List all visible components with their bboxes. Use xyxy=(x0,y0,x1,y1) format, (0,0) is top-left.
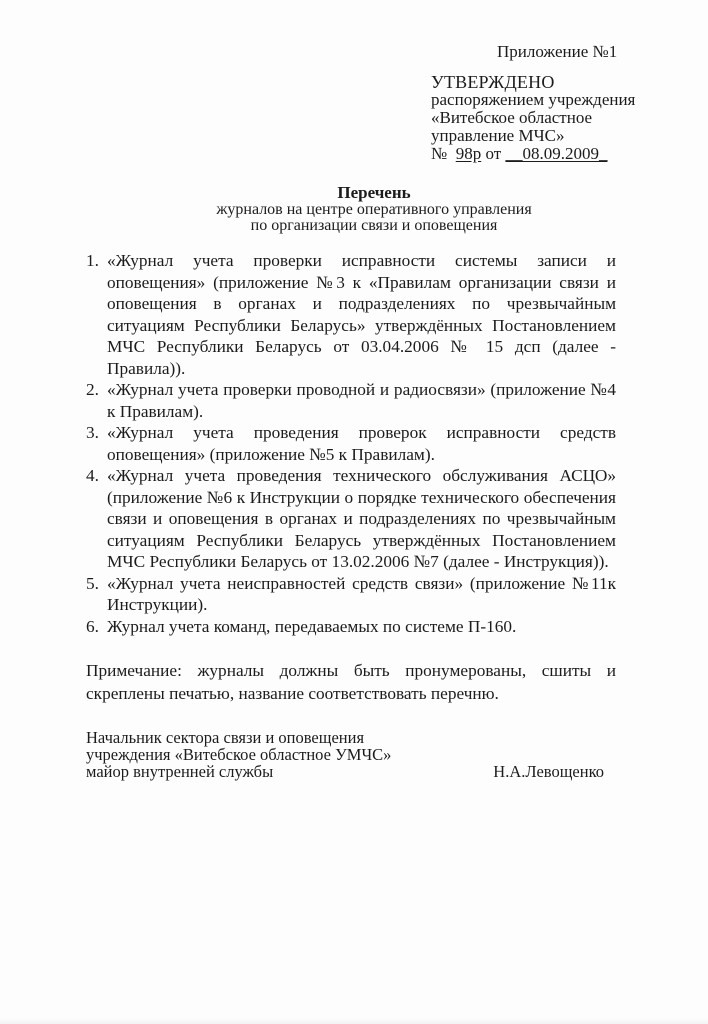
number-prefix: № xyxy=(431,144,448,163)
list-item-number: 5. xyxy=(86,573,99,593)
order-number: 98р xyxy=(455,144,482,163)
order-date: __08.09.2009_ xyxy=(505,144,608,163)
list-item-text: «Журнал учета неисправностей средств связи» (приложение №11к Инструкции). xyxy=(107,573,616,614)
list-item xyxy=(86,465,616,573)
document-heading xyxy=(120,183,628,234)
signer-position-line-2: учреждения «Витебское областное УМЧС» xyxy=(86,745,392,764)
approval-title: УТВЕРЖДЕНО xyxy=(431,72,555,92)
heading-subtitle-2: по организации связи и оповещения xyxy=(250,217,498,234)
list-item-number: 6. xyxy=(86,616,99,636)
page-bottom-edge xyxy=(0,1018,708,1024)
approval-line-2: «Витебское областное xyxy=(431,108,593,127)
approval-block xyxy=(431,73,708,163)
signer-position-line-1: Начальник сектора связи и оповещения xyxy=(86,728,365,747)
list-item-text: «Журнал учета проведения технического обслуживания АСЦО» (приложение №6 к Инструкции о порядке технического обеспечения связи и оповещения в органах и подразделениях по чрезвычайным ситуациям Республики Беларусь утверждённых Постановлением МЧС Республики Беларусь от 13.02.2006 №7 (далее - Инструкция)). xyxy=(107,466,616,571)
list-item xyxy=(86,422,616,465)
list-item-text: «Журнал учета проверки исправности системы записи и оповещения» (приложение №3 к «Правилам организации связи и оповещения в органах и подразделениях по чрезвычайным ситуациям Республики Беларусь» утверждённых Постановлением МЧС Республики Беларусь от 03.04.2006 № 15 дсп (далее - Правила)). xyxy=(107,251,616,378)
journal-list xyxy=(86,250,616,637)
list-item-text: «Журнал учета проверки проводной и радиосвязи» (приложение №4 к Правилам). xyxy=(107,380,616,421)
heading-subtitle-1: журналов на центре оперативного управления xyxy=(216,201,532,218)
list-item xyxy=(86,379,616,422)
list-item xyxy=(86,573,616,616)
list-item-text: Журнал учета команд, передаваемых по системе П-160. xyxy=(107,616,517,636)
list-item xyxy=(86,616,616,638)
approval-line-3: управление МЧС» xyxy=(431,126,565,145)
note-paragraph: Примечание: журналы должны быть пронумерованы, сшиты и скреплены печатью, название соответствовать перечню. xyxy=(86,661,616,703)
date-prefix: от xyxy=(485,144,502,163)
list-item xyxy=(86,250,616,379)
signer-name: Н.А.Левощенко xyxy=(493,762,604,781)
signature-block xyxy=(86,729,616,780)
signer-rank-row xyxy=(86,763,616,780)
list-item-number: 2. xyxy=(86,380,99,399)
signer-rank: майор внутренней службы xyxy=(86,762,274,781)
list-item-number: 3. xyxy=(86,423,99,442)
approval-line-1: распоряжением учреждения xyxy=(431,90,636,109)
list-item-number: 1. xyxy=(86,251,99,270)
heading-title: Перечень xyxy=(337,183,411,202)
list-item-text: «Журнал учета проведения проверок исправности средств оповещения» (приложение №5 к Правилам). xyxy=(107,423,616,464)
annex-label: Приложение №1 xyxy=(497,42,618,61)
list-item-number: 4. xyxy=(86,466,99,485)
approval-number-line xyxy=(431,145,708,163)
